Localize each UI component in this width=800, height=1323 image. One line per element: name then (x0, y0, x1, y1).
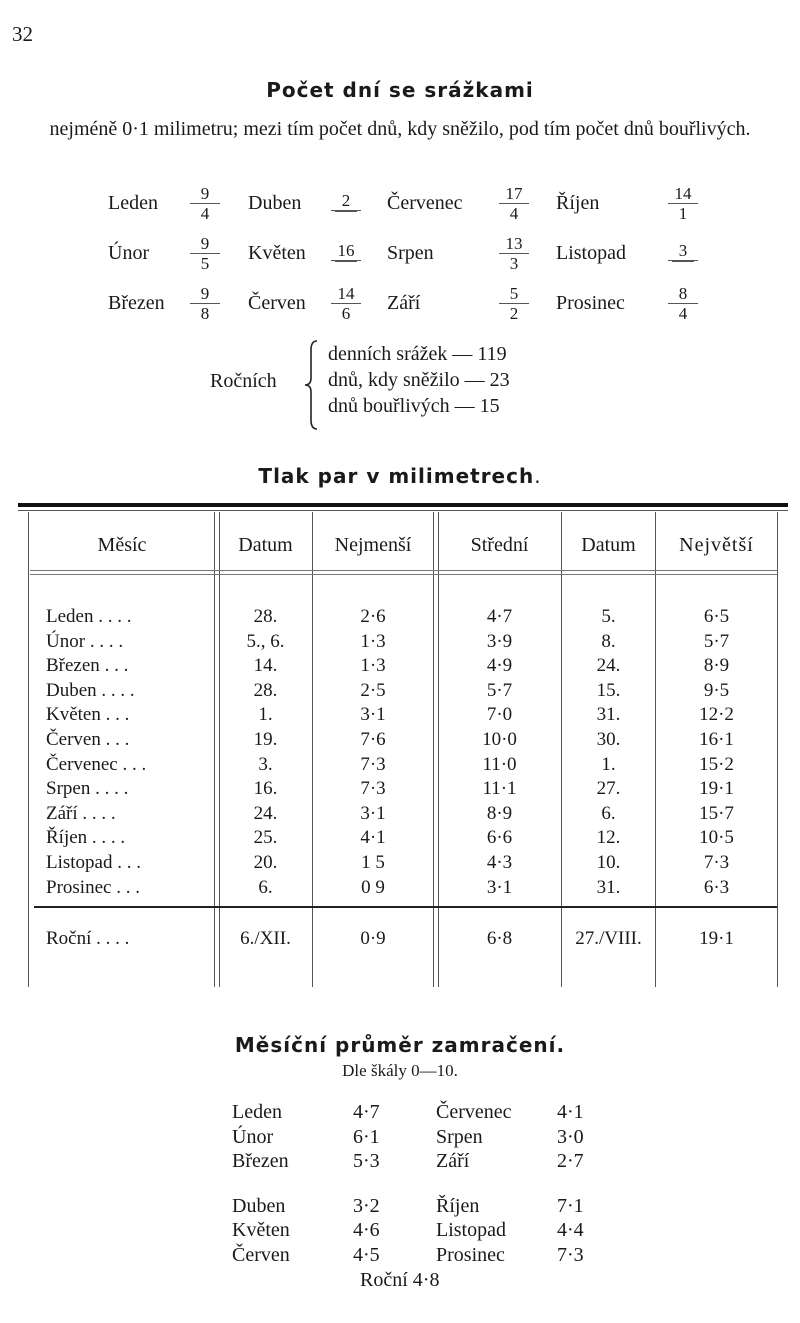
precip-fraction: 3 (668, 241, 698, 265)
precip-month-label: Říjen (556, 192, 600, 214)
column-date-max: 5. 8. 24. 15. 31. 30. 1. 27. 6. 12. 10. 31. (596, 606, 621, 898)
clouds-left-values: 4·7 6·1 5·3 3·2 4·6 4·5 (353, 1101, 380, 1266)
clouds-right-months: Červenec Srpen Září Říjen Listopad Prosinec (436, 1101, 512, 1266)
header-rule (30, 570, 777, 571)
precip-fraction: 2 (331, 191, 361, 215)
annual-rule (34, 906, 777, 908)
precip-month-label: Duben (248, 192, 302, 214)
precip-month-label: Červen (248, 292, 306, 314)
precip-fraction: $\frac{17}{4}$ (499, 184, 529, 223)
table-top-rule-thin (18, 510, 788, 511)
header-mean: Střední (470, 534, 529, 556)
annual-mean: 6·8 (486, 928, 513, 949)
column-maximum: 6·5 5·7 8·9 9·5 12·2 16·1 15·2 19·1 15·7 10·5 7·3 6·3 (699, 606, 734, 898)
precip-fraction: $\frac{9}{5}$ (190, 234, 220, 273)
header-minimum: Nejmenší (334, 534, 412, 556)
curly-brace-icon (303, 340, 319, 430)
header-rule (30, 574, 777, 575)
table-border-right (777, 512, 778, 987)
precip-month-label: Květen (248, 242, 306, 264)
precip-month-label: Srpen (387, 242, 434, 264)
precip-month-label: Září (387, 292, 421, 314)
column-minimum: 2·6 1·3 1·3 2·5 3·1 7·6 7·3 7·3 3·1 4·1 1 5 0 9 (360, 606, 386, 898)
precip-title: Počet dní se srážkami (266, 78, 534, 102)
page-number: 32 (12, 22, 33, 46)
precip-fraction: $\frac{14}{6}$ (331, 284, 361, 323)
clouds-title: Měsíční průměr zamračení. (234, 1033, 566, 1057)
precip-intro: nejméně 0·1 milimetru; mezi tím počet dnů, kdy sněžilo, pod tím počet dnů bouřlivých. (49, 118, 751, 140)
header-date-min: Datum (238, 534, 293, 556)
precip-fraction: $\frac{14}{1}$ (668, 184, 698, 223)
header-maximum: Největší (679, 534, 754, 556)
header-date-max: Datum (581, 534, 636, 556)
precip-fraction: $\frac{9}{8}$ (190, 284, 220, 323)
pressure-title: Tlak par v milimetrech. (258, 464, 542, 488)
annual-line: denních srážek — 119 (328, 343, 507, 365)
precip-fraction: 16 (331, 241, 361, 265)
annual-line: dnů, kdy sněžilo — 23 (328, 369, 510, 391)
table-row: Leden . . . . Únor . . . . Březen . . . Duben . . . . Květen . . . Červen . . . Červenec . . . Srpen . . . . Září . . . . Říjen . . . . Listopad . . . Prosinec . . . (46, 606, 147, 898)
annual-date-max: 27./VIII. (575, 928, 642, 949)
annual-date-min: 6./XII. (240, 928, 291, 949)
table-top-rule (18, 503, 788, 507)
column-date-min: 28. 5., 6. 14. 28. 1. 19. 3. 16. 24. 25. 20. 6. (246, 606, 285, 898)
annual-row-label: Roční . . . . (46, 928, 130, 949)
precip-fraction: $\frac{13}{3}$ (499, 234, 529, 273)
precip-month-label: Březen (108, 292, 165, 314)
precip-fraction: $\frac{8}{4}$ (668, 284, 698, 323)
precip-fraction: $\frac{9}{4}$ (190, 184, 220, 223)
annual-minimum: 0·9 (360, 928, 386, 949)
clouds-right-values: 4·1 3·0 2·7 7·1 4·4 7·3 (557, 1101, 584, 1266)
header-month: Měsíc (97, 534, 147, 556)
precip-fraction: $\frac{5}{2}$ (499, 284, 529, 323)
clouds-left-months: Leden Únor Březen Duben Květen Červen (232, 1101, 290, 1266)
annual-maximum: 19·1 (699, 928, 734, 949)
precip-month-label: Prosinec (556, 292, 625, 314)
precip-month-label: Únor (108, 242, 150, 264)
precip-month-label: Leden (108, 192, 158, 214)
clouds-subtitle: Dle škály 0—10. (342, 1061, 458, 1080)
precip-month-label: Listopad (556, 242, 626, 264)
column-mean: 4·7 3·9 4·9 5·7 7·0 10·0 11·0 11·1 8·9 6·6 4·3 3·1 (482, 606, 517, 898)
table-border-left (28, 512, 29, 987)
clouds-annual: Roční 4·8 (360, 1269, 440, 1291)
annual-label: Ročních (210, 370, 277, 392)
annual-line: dnů bouřlivých — 15 (328, 395, 500, 417)
precip-month-label: Červenec (387, 192, 463, 214)
